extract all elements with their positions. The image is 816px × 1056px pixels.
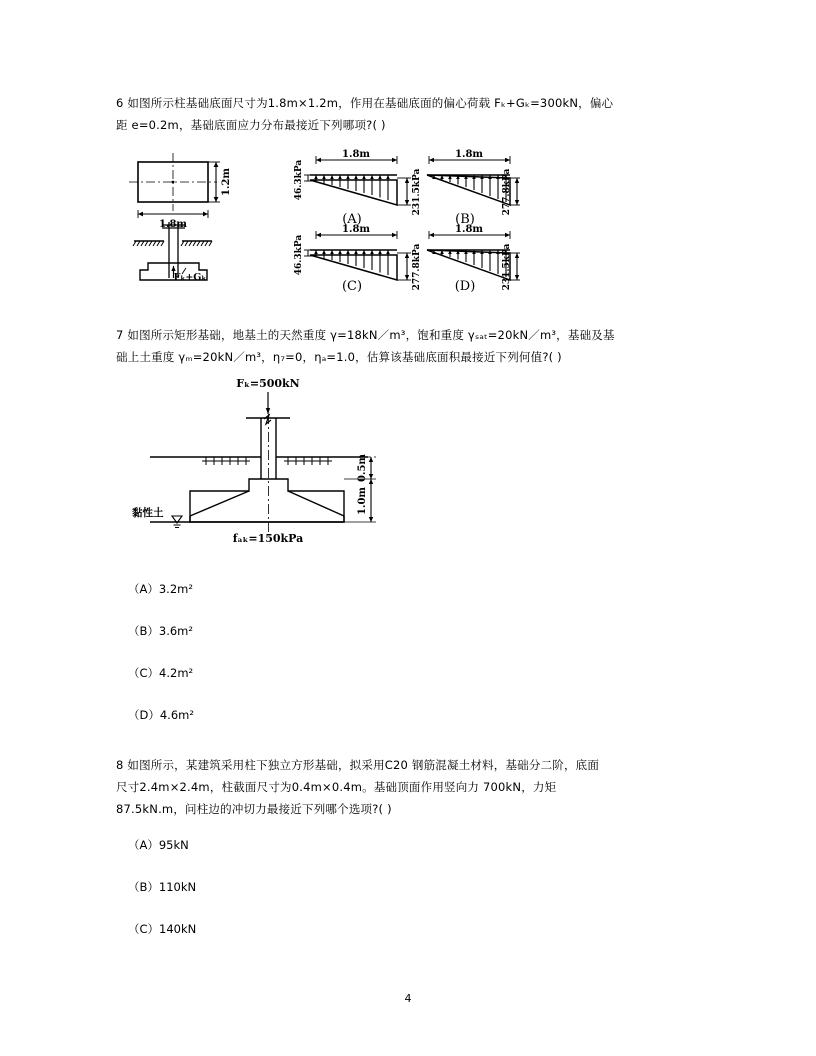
q6-diagram-C-left-label: 46.3kPa bbox=[294, 234, 304, 276]
q6-diagram-D bbox=[427, 224, 520, 293]
question-7-figure bbox=[128, 374, 428, 554]
q7-depth-upper-label: 0.5m bbox=[357, 454, 368, 482]
q6-section-load-label: Fₖ+Gₖ bbox=[173, 272, 207, 283]
question-6-line-2: 距 e=0.2m，基础底面应力分布最接近下列哪项?( ) bbox=[116, 118, 386, 132]
page-number: 4 bbox=[404, 992, 412, 1005]
question-8-option-b: （B）110kN bbox=[128, 880, 197, 894]
question-7-line-2: 础上土重度 γₘ=20kN／m³，η₇=0，ηₐ=1.0，估算该基础底面积最接近下列何值?( ) bbox=[116, 350, 562, 364]
q6-diagram-D-caption: (D) bbox=[454, 279, 476, 293]
question-8-option-a: （A）95kN bbox=[128, 838, 189, 852]
question-8-line-1: 8 如图所示，某建筑采用柱下独立方形基础，拟采用C20 钢筋混凝土材料，基础分二阶，底面 bbox=[116, 758, 600, 772]
q6-diagram-B-caption: (B) bbox=[455, 212, 475, 227]
q7-soil-label: 黏性土 bbox=[132, 507, 164, 519]
question-7-line-1: 7 如图所示矩形基础，地基土的天然重度 γ=18kN／m³，饱和重度 γₛₐₜ=20kN／m³，基础及基 bbox=[116, 328, 615, 342]
q7-load-label: Fₖ=500kN bbox=[236, 377, 300, 390]
question-8-option-c: （C）140kN bbox=[128, 922, 197, 936]
q6-diagram-B bbox=[427, 149, 520, 227]
question-7-option-d: （D）4.6m² bbox=[128, 708, 194, 722]
q6-diagram-D-span-label: 1.8m bbox=[455, 224, 483, 235]
question-7-option-a: （A）3.2m² bbox=[128, 582, 193, 596]
q6-plan-height-label: 1.2m bbox=[221, 168, 232, 196]
question-6-figure-svg bbox=[120, 148, 520, 293]
question-7-option-c: （C）4.2m² bbox=[128, 666, 194, 680]
q7-bearing-capacity-label: fₐₖ=150kPa bbox=[232, 532, 304, 545]
question-7-figure-svg bbox=[128, 374, 428, 554]
q6-diagram-C bbox=[294, 224, 422, 293]
question-6-figure bbox=[120, 148, 520, 293]
q6-diagram-C-right-label: 277.8kPa bbox=[412, 243, 422, 291]
q6-plan-width-label: 1.8m bbox=[159, 219, 187, 230]
q6-diagram-A-right-label: 231.5kPa bbox=[412, 168, 422, 216]
q6-diagram-A bbox=[294, 149, 422, 227]
question-7-option-b: （B）3.6m² bbox=[128, 624, 193, 638]
question-8-line-2: 尺寸2.4m×2.4m，柱截面尺寸为0.4m×0.4m。基础顶面作用竖向力 700kN，力矩 bbox=[116, 780, 557, 794]
question-6-line-1: 6 如图所示柱基础底面尺寸为1.8m×1.2m，作用在基础底面的偏心荷载 Fₖ+Gₖ=300kN，偏心 bbox=[116, 96, 614, 110]
q6-diagram-A-caption: (A) bbox=[342, 212, 362, 227]
q6-diagram-B-right-label: 277.8kPa bbox=[502, 168, 512, 216]
q6-diagram-B-span-label: 1.8m bbox=[455, 149, 483, 160]
q6-diagram-C-span-label: 1.8m bbox=[342, 224, 370, 235]
q7-depth-lower-label: 1.0m bbox=[357, 487, 368, 515]
q6-diagram-D-right-label: 231.5kPa bbox=[502, 243, 512, 291]
q6-diagram-C-caption: (C) bbox=[341, 279, 363, 293]
q6-diagram-A-left-label: 46.3kPa bbox=[294, 159, 304, 201]
question-8-line-3: 87.5kN.m，问柱边的冲切力最接近下列哪个选项?( ) bbox=[116, 802, 392, 816]
q6-diagram-A-span-label: 1.8m bbox=[342, 149, 370, 160]
